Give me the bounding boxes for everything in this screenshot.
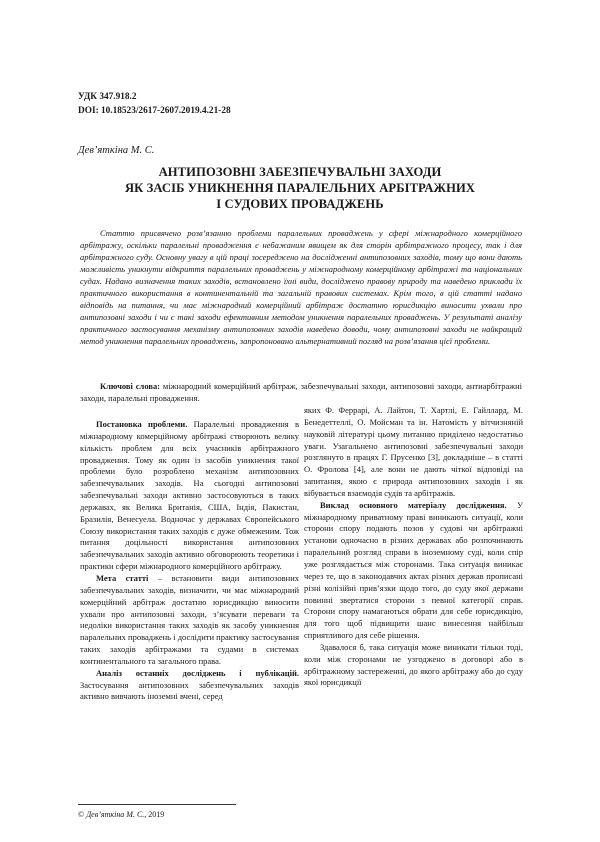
paragraph	[304, 642, 523, 689]
footnote-rule	[78, 804, 236, 805]
article-meta	[78, 91, 231, 118]
paragraph-text: яких Ф. Феррарі, А. Лайтон, Т. Хартлі, Е. Гайллард, М. Бенедеттеллі, О. Мойсман та ін. Натомість у вітчизняній науковій літературі цьому питанню приділено недостатньо уваги. Узагальнено антипозовні забезпечувальні заходи розглянуто в працях Г. Прусенко [3], докладніше – в статті О. Фролова [4], але вони не дають чіткої відповіді на запитання, якою є природа антипозовних заходів і як вібувається взаємодія судів та арбітражів.	[304, 405, 523, 498]
paragraph	[80, 573, 299, 668]
paragraph-text: Застосування антипозовних забезпечувальних заходів активно вивчають іноземні вчені, серед	[80, 679, 299, 702]
copyright-year: , 2019	[144, 810, 165, 819]
title-line: ЯК ЗАСІБ УНИКНЕННЯ ПАРАЛЕЛЬНИХ АРБІТРАЖНИХ	[124, 181, 476, 196]
article-title	[78, 164, 522, 213]
abstract	[80, 227, 522, 347]
section-heading: Аналіз останніх досліджень і публікацій.	[96, 667, 299, 678]
copyright	[78, 810, 164, 819]
body-column-left	[80, 419, 299, 703]
paragraph-text: Паралельні провадження в міжнародному комерційному арбітражі створюють велику кількість проблем для всіх учасників арбітражного провадження. Тому як один із засобів уникнення такої проблеми було розроблено механізм антипозовних забезпечувальних заходів. На сьогодні антипозовні забезпечувальні заходи активно застосовуються в таких державах, як Велика Британія, США, Індія, Пакистан, Бразилія, Венесуела. Водночас у державах Європейського Союзу використання таких заходів є дуже обмеженим. Тож питання доцільності використання антипозовних забезпечувальних заходів активно обговорюють теоретики і практики сфери міжнародного комерційного арбітражу.	[80, 419, 300, 572]
title-line: І СУДОВИХ ПРОВАДЖЕНЬ	[216, 197, 384, 212]
section-heading: Постановка проблеми.	[96, 419, 188, 429]
author: Дев’яткіна М. С.	[78, 145, 155, 156]
keywords	[80, 380, 522, 404]
section-heading: Мета статті	[96, 572, 149, 583]
keywords-text: міжнародний комерційний арбітраж, забезпечувальні заходи, антипозовні заходи, антиарбітражні заходи, паралельні провадження.	[80, 381, 522, 403]
paragraph-text: Здавалося б, така ситуація може виникати тільки тоді, коли між сторонами не узгоджено в договорі або в арбітражному застереженні, до якого арбітражу або до суду якої юрисдикції	[304, 641, 523, 688]
copyright-name: Дев’яткіна М. С.	[84, 810, 145, 819]
udc-code: УДК 347.918.2	[78, 92, 137, 102]
body-column-right	[304, 405, 523, 689]
paragraph	[80, 419, 299, 573]
paragraph	[304, 500, 523, 642]
paragraph	[80, 668, 299, 704]
paragraph	[304, 405, 523, 500]
title-line: АНТИПОЗОВНІ ЗАБЕЗПЕЧУВАЛЬНІ ЗАХОДИ	[158, 165, 442, 179]
paragraph-text: – встановити види антипозовних забезпечувальних заходів, визначити, чи має міжнародний комерційний арбітраж достатню юрисдикцію виносити ухвали про антипозовні заходи, з’ясувати переваги та недоліки використання таких заходів як засобу уникнення паралельних проваджень і дослідити практику застосування таких заходів арбітражами та судами в системах континентального та загального права.	[80, 572, 299, 666]
doi: DOI: 10.18523/2617-2607.2019.4.21-28	[78, 105, 231, 116]
section-heading: Виклад основного матеріалу дослідження.	[320, 499, 507, 510]
copyright-sign: ©	[78, 810, 85, 819]
keywords-label: Ключові слова:	[100, 381, 161, 391]
paragraph-text: У міжнародному приватному праві виникають ситуації, коли сторони спору подають позов у судові чи арбітражні установи одночасно в різних державах або розпочинають паралельний розгляд справи в іноземному суді, коли спір уже розглядається між сторонами. Така ситуація виникає через те, що в законодавчих актах різних держав прописані різні колізійні прив’язки щодо того, до суду якої держави повинні звертатися сторони з певної категорії справ. Сторони спору намагаються обрати для себе юрисдикцію, для того щоб підвищити шанс винесення найбільш сприятливого для себе рішення.	[304, 499, 523, 641]
abstract-text: Статтю присвячено розв’язанню проблеми паралельних проваджень у сфері міжнародного комерційного арбітражу, оскільки паралельні провадження є небажаним явищем як для сторін арбітражного процесу, так і для арбітражного суду. Основну увагу в цій праці зосереджено на дослідженні антипозовних заходів, тому що вони дають можливість уникнути відкриття паралельних проваджень у міжнародному комерційному арбітражі та національних судах. Надано визначення таких заходів, встановлено їхні види, досліджено правову природу та наведено приклади їх практичного використання в континентальній та загальній правових системах. Крім того, в цій статті надано відповідь на питання, чи має міжнародний комерційний арбітраж достатню юрисдикцію виносити ухвали про антипозовні заходи і чи є такі заходи ефективним методом уникнення паралельних проваджень. У результаті аналізу практичного застосування механізму антипозовних заходів наведено доводи, чому антипозовні заходи не найкращий метод уникнення паралельних проваджень, запропоновано альтернативний погляд на розв’язання цієї проблеми.	[80, 228, 522, 346]
